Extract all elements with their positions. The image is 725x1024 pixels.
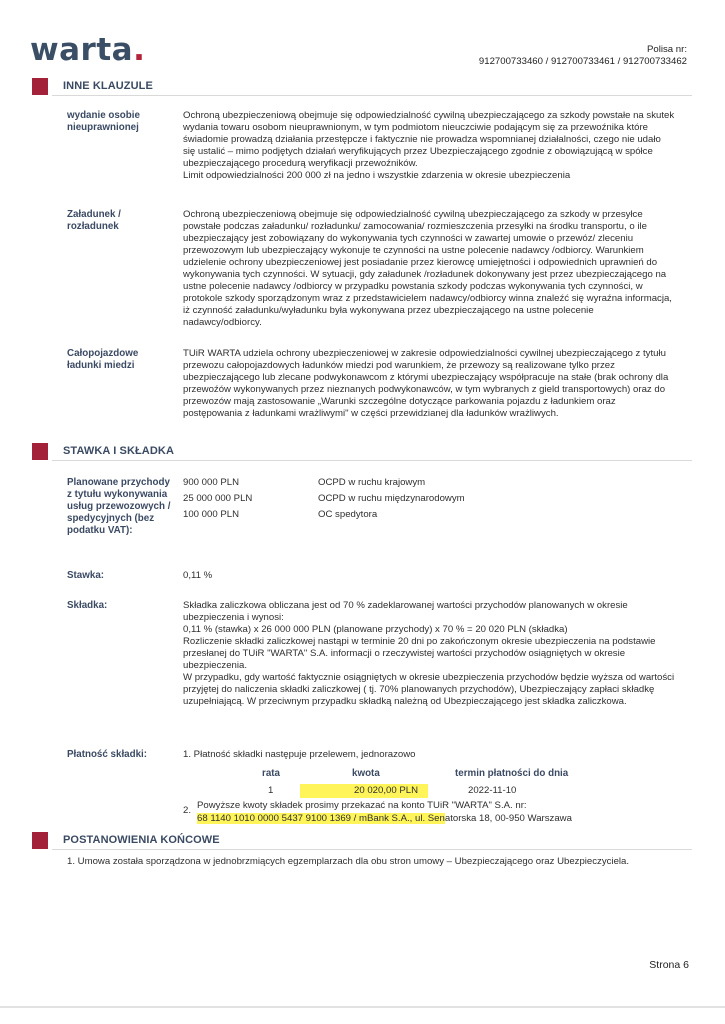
rate-value: 0,11 %	[183, 570, 213, 581]
planned-amount: 100 000 PLN	[183, 509, 240, 520]
section-divider	[52, 460, 692, 461]
table-header-kwota: kwota	[352, 768, 380, 779]
policy-numbers: 912700733460 / 912700733461 / 912700733462	[478, 56, 687, 67]
clause-label: Całopojazdowe ładunki miedzi	[67, 348, 139, 371]
section-title-stawka: STAWKA I SKŁADKA	[63, 445, 174, 457]
section-marker	[32, 832, 48, 849]
payment-item-2-number: 2.	[183, 805, 192, 816]
policy-label: Polisa nr:	[647, 44, 687, 55]
section-marker	[32, 443, 48, 460]
clause-label: Załadunek / rozładunek	[67, 209, 121, 232]
section-divider	[52, 849, 692, 850]
policy-number-block	[479, 44, 687, 68]
planned-scope: OCPD w ruchu międzynarodowym	[318, 493, 465, 504]
page-number: Strona 6	[649, 959, 689, 971]
planned-scope: OC spedytora	[318, 509, 378, 520]
rate-label: Stawka:	[67, 570, 105, 581]
payment-item-1: 1. Płatność składki następuje przelewem, jednorazowo	[183, 749, 416, 760]
premium-text: Składka zaliczkowa obliczana jest od 70 % zadeklarowanej wartości przychodów planowanych w okresie ubezpieczenia i wynosi: 0,11 % (stawka) x 26 000 000 PLN (planowane przychody) x 70 % = 20 020 PLN (składka) Rozliczenie składki zaliczkowej nastąpi w terminie 20 dni po zakończonym okresie ubezpieczenia na podstawie przesłanej do TUiR "WARTA" S.A. informacji o rzeczywistej wartości przychodów osiągniętych w okresie ubezpieczenia. W przypadku, gdy wartość faktycznie osiągniętych w okresie ubezpieczenia przychodów będzie wyższa od wartości przyjętej do naliczenia składki zaliczkowej ( tj. 70% planowanych przychodów), Ubezpieczający zapłaci składkę uzupełniającą. W przeciwnym przypadku składką należną od Ubezpieczającego jest składka zaliczkowa.	[183, 600, 675, 707]
section-title-inne-klauzule: INNE KLAUZULE	[63, 80, 153, 92]
section-title-postanowienia: POSTANOWIENIA KOŃCOWE	[63, 834, 220, 846]
premium-label: Składka:	[67, 600, 108, 611]
table-header-rata: rata	[262, 768, 280, 779]
planned-scope: OCPD w ruchu krajowym	[318, 477, 426, 488]
clause-text: Ochroną ubezpieczeniową obejmuje się odpowiedzialność cywilną ubezpieczającego za szkody powstałe na skutek wydania towaru osobom nieuprawnionym, w tym podmiotom nieuczciwie podającym się za przewoźnika które świadomie prowadzą działania przestępcze i faktycznie nie prowadza wspomnianej działalności, czego nie udało się ustalić – mimo podjętych działań weryfikujących przez Ubezpieczającego zgodnie z obowiązującą w spółce ubezpieczającego procedurą weryfikacji przewoźników. Limit odpowiedzialności 200 000 zł na jedno i wszystkie zdarzenia w okresie ubezpieczenia	[183, 110, 675, 181]
warta-logo: warta.	[30, 32, 146, 68]
planned-amount: 900 000 PLN	[183, 477, 240, 488]
payment-label: Płatność składki:	[67, 749, 148, 760]
table-cell-rata: 1	[268, 785, 274, 796]
clause-label: wydanie osobie nieuprawnionej	[67, 110, 140, 133]
bank-account	[197, 813, 572, 825]
section-divider	[52, 95, 692, 96]
planned-amount: 25 000 000 PLN	[183, 493, 253, 504]
planned-revenue-label: Planowane przychody z tytułu wykonywania usług przewozowych / spedycyjnych (bez podatku VAT):	[67, 477, 171, 536]
clause-text: TUiR WARTA udziela ochrony ubezpieczeniowej w zakresie odpowiedzialności cywilnej ubezpieczającego z tytułu przewozu całopojazdowych ładunków miedzi pod warunkiem, że przewozy są realizowane tylko przez ubezpieczającego lub zlecane podwykonawcom z którymi ubezpieczający współpracuje na stałe (brak ochrony dla przewoźów wykonywanych przez nieznanych podwykonawców, w tym wybranych z gield transportowych) oraz do przewozów mają zastosowanie „Warunki szczególne dotyczące parkowania pojazdu z ładunkiem oraz postępowania z ładunkami wrażliwymi" w części przewidzianej dla ładunków wrażliwych.	[183, 348, 669, 419]
table-cell-kwota: 20 020,00 PLN	[300, 784, 428, 798]
bank-account-rest: atorska 18, 00-950 Warszawa	[444, 813, 572, 824]
final-provision-item-1: 1. Umowa została sporządzona w jednobrzmiących egzemplarzach dla obu stron umowy – Ubezpieczającego oraz Ubezpieczyciela.	[67, 856, 630, 867]
table-header-termin: termin płatności do dnia	[455, 768, 569, 779]
section-marker	[32, 78, 48, 95]
clause-text: Ochroną ubezpieczeniową obejmuje się odpowiedzialność cywilną ubezpieczającego za szkody w przesyłce powstałe podczas załadunku/ rozładunku/ zamocowania/ rozmieszczenia przesyłki na środku transportu, o ile ubezpieczający jest zobowiązany do wykonywania tych czynności w zawartej umowie o przewóz/ zleceniu przewozowym lub ubezpieczający wykonuje te czynności na ustne polecenie nadawcy /odbiorcy. Warunkiem udzielenie ochrony ubezpieczeniowej jest posiadanie przez kierowcę umiejętności i odpowiednich uprawnień do wykonywania tych czynności. W sytuacji, gdy załadunek /rozładunek dokonywany jest przez ubezpieczającego na ustne polecenie nadawcy /odbiorcy w przypadku powstania szkody podczas wykonywania tych czynności, w protokole szkody sporządzonym wraz z przedstawicielem nadawcy/odbiorcy winna znaleźć się wyraźna informacja, iż czynność załadunku/wyładunku była wykonywana przez ubezpieczającego na ustne polecenie nadawcy/odbiorcy.	[183, 209, 672, 328]
bank-account-highlighted: 68 1140 1010 0000 5437 9100 1369 / mBank S.A., ul. Sen	[197, 813, 445, 824]
table-cell-termin: 2022-11-10	[468, 785, 517, 796]
payment-item-2-text: Powyższe kwoty składek prosimy przekazać na konto TUiR "WARTA" S.A. nr:	[197, 800, 527, 811]
page-edge-line	[0, 1006, 725, 1008]
